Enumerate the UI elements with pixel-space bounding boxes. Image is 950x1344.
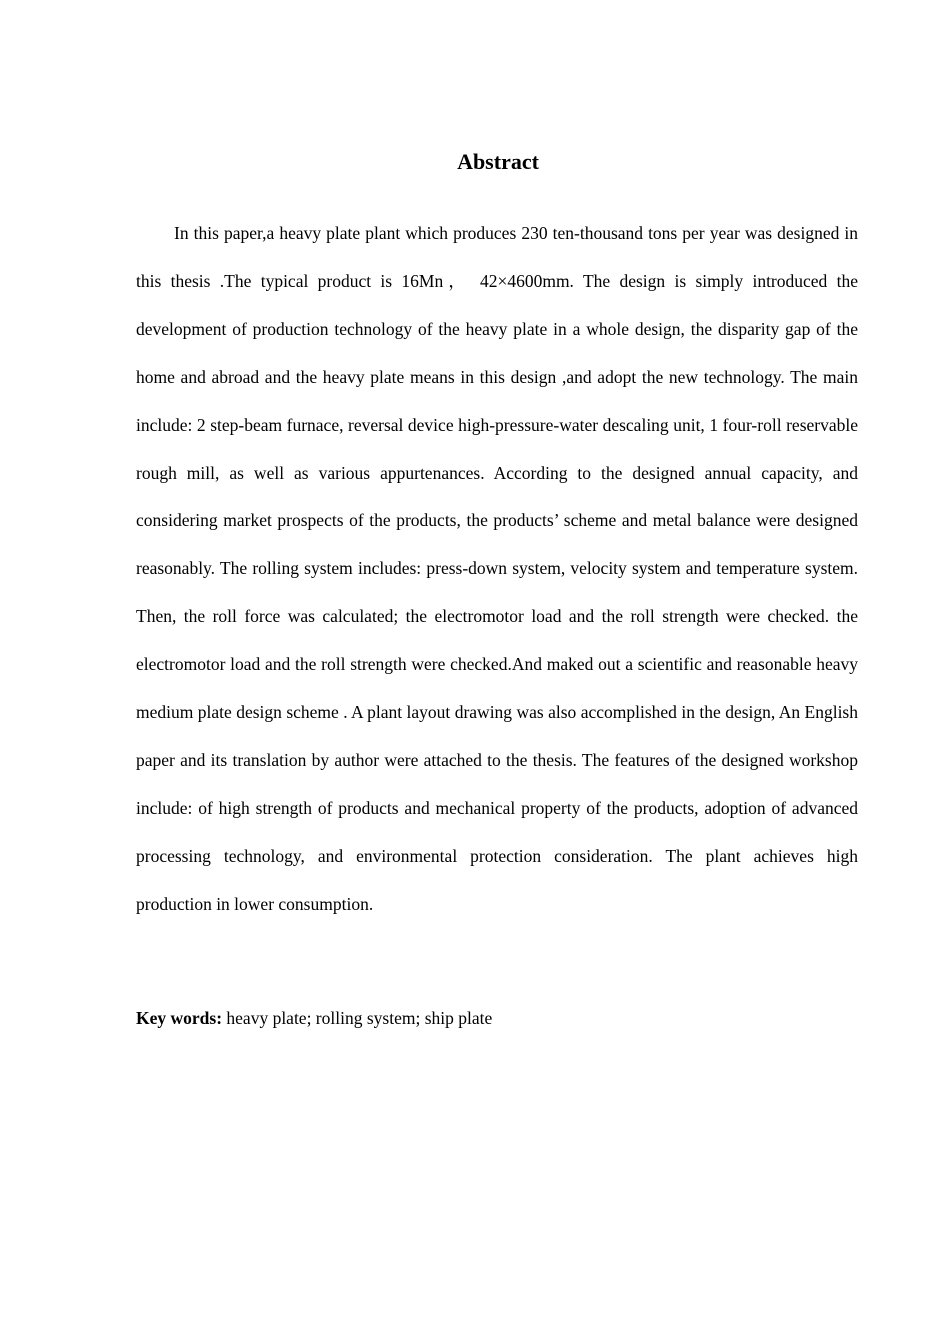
page-title: Abstract: [457, 149, 539, 174]
abstract-body: In this paper,a heavy plate plant which produces 230 ten-thousand tons per year was designed in this thesis .The typical product is 16Mn， 42×4600mm. The design is simply introduced the development of production technology of the heavy plate in a whole design, the disparity gap of the home and abroad and the heavy plate means in this design ,and adopt the new technology. The main include: 2 step-beam furnace, reversal device high-pressure-water descaling unit, 1 four-roll reservable rough mill, as well as various appurtenances. According to the designed annual capacity, and considering market prospects of the products, the products’ scheme and metal balance were designed reasonably. The rolling system includes: press-down system, velocity system and temperature system. Then, the roll force was calculated; the electromotor load and the roll strength were checked. the electromotor load and the roll strength were checked.And maked out a scientific and reasonable heavy medium plate design scheme . A plant layout drawing was also accomplished in the design, An English paper and its translation by author were attached to the thesis. The features of the designed workshop include: of high strength of products and mechanical property of the products, adoption of advanced processing technology, and environmental protection consideration. The plant achieves high production in lower consumption.: [136, 223, 858, 914]
keywords-line: [136, 1003, 858, 1033]
keywords-label: Key words:: [136, 1008, 223, 1028]
keywords-text: heavy plate; rolling system; ship plate: [226, 1008, 493, 1028]
